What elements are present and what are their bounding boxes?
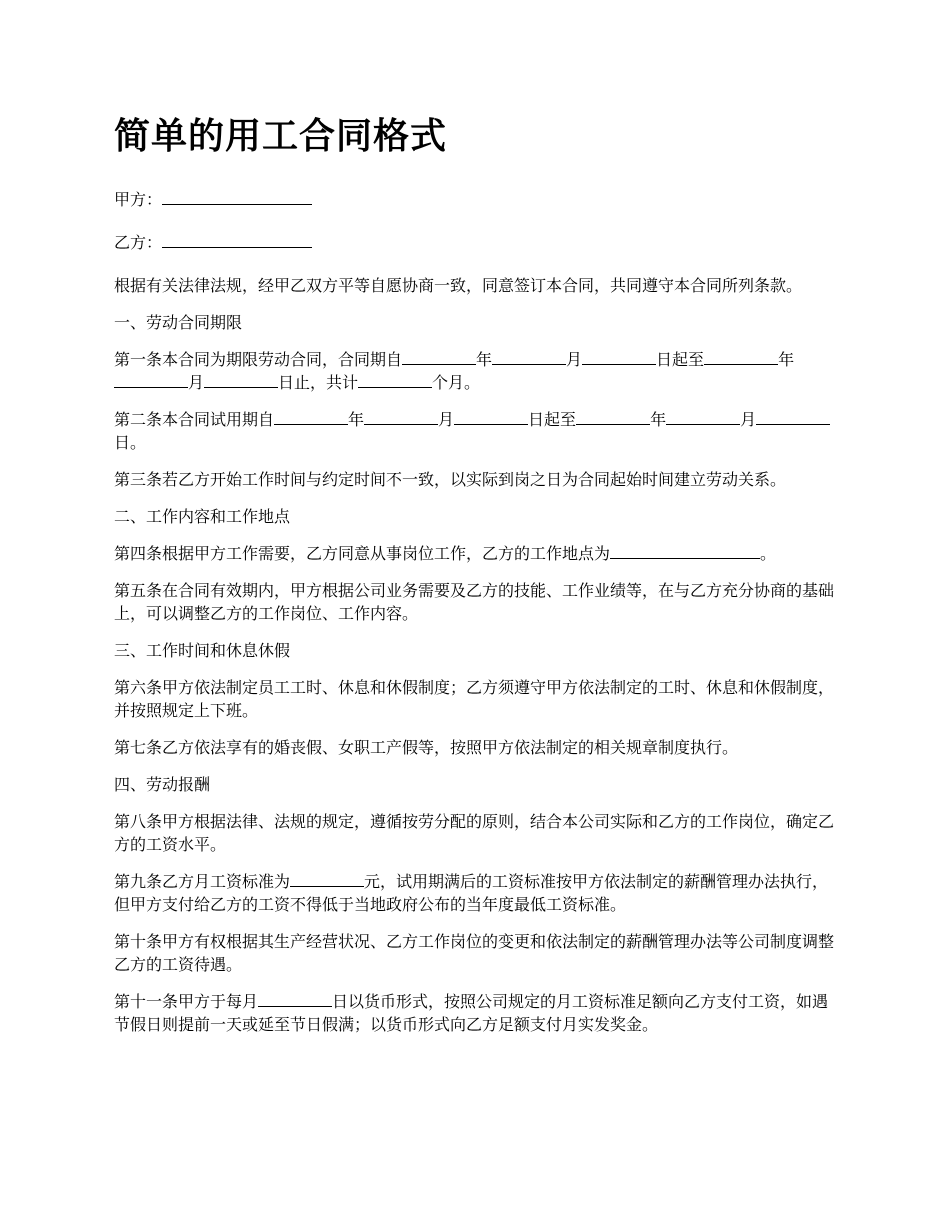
article-5: 第五条在合同有效期内，甲方根据公司业务需要及乙方的技能、工作业绩等，在与乙方充分协商的基础上，可以调整乙方的工作岗位、工作内容。 [114,581,835,623]
article-text: 第十一条甲方于每月 [114,992,259,1011]
article-text: 年 [650,410,667,429]
fill-blank [358,373,432,388]
article-text: 第一条本合同为期限劳动合同，合同期自 [114,350,403,369]
article-text: 月 [740,410,757,429]
fill-blank [274,410,348,425]
contract-document [114,108,844,1050]
fill-blank [704,350,778,365]
article-10: 第十条甲方有权根据其生产经营状况、乙方工作岗位的变更和依法制定的薪酬管理办法等公司制度调整乙方的工资待遇。 [114,932,835,974]
party-b-label: 乙方： [114,233,163,252]
article-3: 第三条若乙方开始工作时间与约定时间不一致，以实际到岗之日为合同起始时间建立劳动关系。 [114,470,787,489]
fill-blank [756,410,830,425]
fill-blank [454,410,528,425]
article-4 [114,542,844,565]
article-text: 元，试用期满后的工资标准按甲方依法制定的薪酬管理办法执行，但甲方支付给乙方的工资不得低于当地政府公布的当年度最低工资标准。 [114,872,829,914]
article-text: 第二条本合同试用期自 [114,410,275,429]
article-6: 第六条甲方依法制定员工工时、休息和休假制度；乙方须遵守甲方依法制定的工时、休息和休假制度，并按照规定上下班。 [114,678,835,720]
article-1 [114,348,844,394]
article-text: 年 [476,350,493,369]
fill-blank [666,410,740,425]
section-heading-hours: 三、工作时间和休息休假 [114,641,291,660]
article-text: 年 [778,350,795,369]
section-heading-work: 二、工作内容和工作地点 [114,507,291,526]
article-2 [114,408,844,454]
fill-blank [114,373,188,388]
fill-blank [576,410,650,425]
fill-blank [364,410,438,425]
party-a-line [114,188,844,211]
article-9 [114,870,844,916]
article-text: 日起至 [528,410,577,429]
article-text: 个月。 [432,373,481,392]
article-text: 月 [566,350,583,369]
fill-blank [582,350,656,365]
article-text: 月 [438,410,455,429]
fill-blank [610,544,760,559]
article-8: 第八条甲方根据法律、法规的规定，遵循按劳分配的原则，结合本公司实际和乙方的工作岗位，确定乙方的工资水平。 [114,812,835,854]
fill-blank [402,350,476,365]
article-text: 日起至 [656,350,705,369]
section-heading-term: 一、劳动合同期限 [114,313,243,332]
fill-blank [258,992,332,1007]
article-text: 年 [348,410,365,429]
article-text: 月 [188,373,205,392]
party-a-label: 甲方： [114,190,163,209]
article-text: 第四条根据甲方工作需要，乙方同意从事岗位工作，乙方的工作地点为 [114,544,611,563]
article-text: 日。 [114,433,147,452]
article-7: 第七条乙方依法享有的婚丧假、女职工产假等，按照甲方依法制定的相关规章制度执行。 [114,738,739,757]
article-11 [114,990,844,1036]
intro-paragraph: 根据有关法律法规，经甲乙双方平等自愿协商一致，同意签订本合同，共同遵守本合同所列条款。 [114,276,803,295]
article-text: 日止，共计 [278,373,359,392]
section-heading-pay: 四、劳动报酬 [114,775,211,794]
party-b-line [114,231,844,254]
article-text: 。 [760,544,777,563]
article-text: 第九条乙方月工资标准为 [114,872,291,891]
fill-blank [290,872,364,887]
fill-blank [204,373,278,388]
fill-blank [492,350,566,365]
document-title: 简单的用工合同格式 [114,116,448,157]
party-a-blank [162,190,312,205]
article-text: 日以货币形式，按照公司规定的月工资标准足额向乙方支付工资，如遇节假日则提前一天或延至节日假满；以货币形式向乙方足额支付月实发奖金。 [114,992,829,1034]
party-b-blank [162,233,312,248]
